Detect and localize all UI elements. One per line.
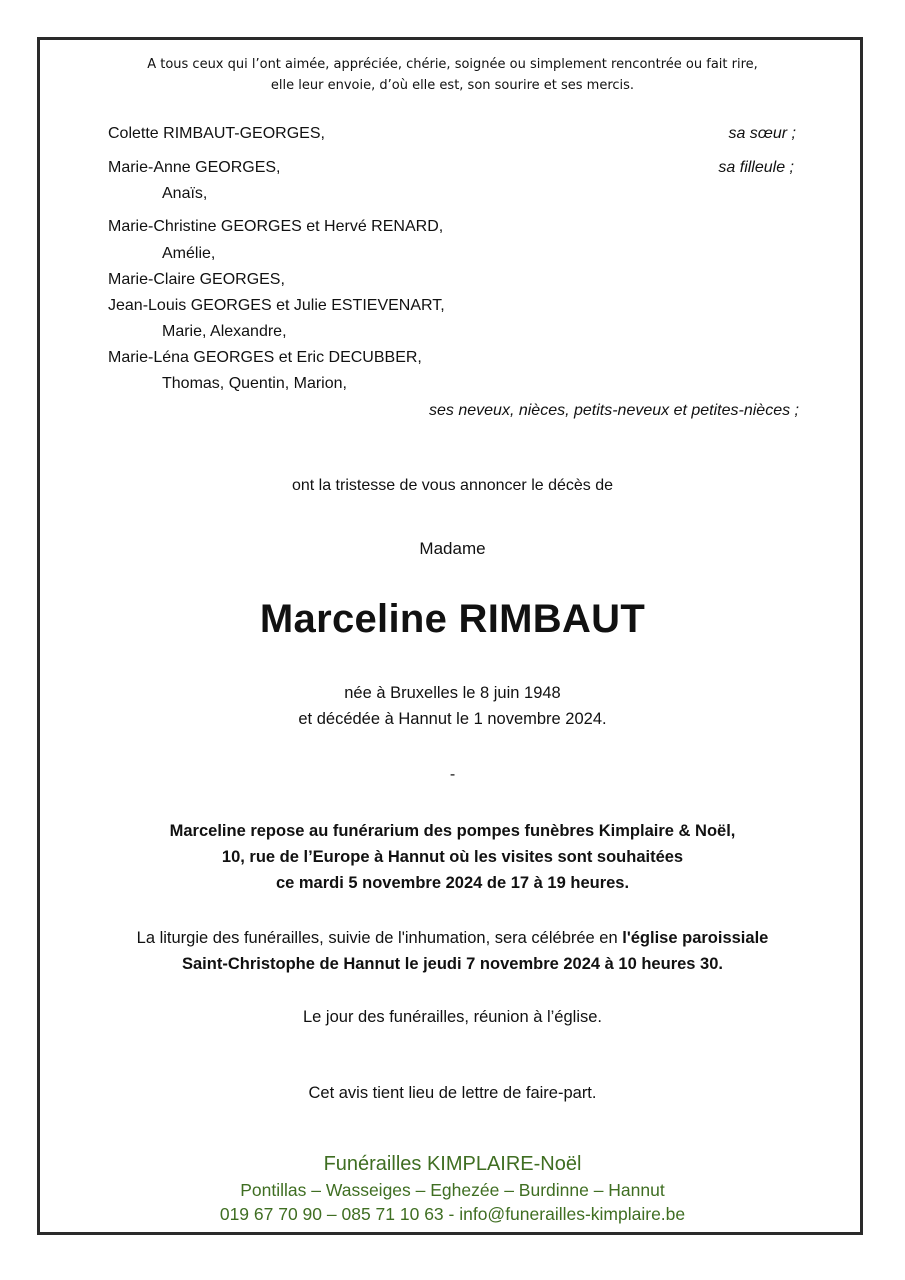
visitation-info bbox=[0, 818, 905, 896]
family-goddaughter: Marie-Anne GEORGES, bbox=[108, 159, 281, 176]
family-goddaughter-child: Anaïs, bbox=[162, 185, 208, 202]
family-sister-role: sa sœur ; bbox=[728, 125, 796, 142]
liturgy-info bbox=[0, 925, 905, 977]
liturgy-plain: La liturgie des funérailles, suivie de l'inhumation, sera célébrée en bbox=[136, 929, 623, 947]
honorific: Madame bbox=[419, 539, 486, 558]
announcement: ont la tristesse de vous annoncer le décès de bbox=[291, 477, 614, 494]
family-nephews-role: ses neveux, nièces, petits-neveux et petites-nièces ; bbox=[429, 402, 799, 419]
separator: - bbox=[449, 766, 456, 783]
intro-line: elle leur envoie, d’où elle est, son sourire et ses mercis. bbox=[270, 78, 635, 93]
deceased-name: Marceline RIMBAUT bbox=[259, 597, 646, 641]
family-row: Thomas, Quentin, Marion, bbox=[162, 375, 347, 392]
family-row: Amélie, bbox=[162, 245, 216, 262]
visitation-line: 10, rue de l’Europe à Hannut où les visites sont souhaitées bbox=[221, 848, 684, 866]
intro-text bbox=[0, 54, 905, 96]
family-goddaughter-role: sa filleule ; bbox=[718, 159, 794, 176]
meeting-info: Le jour des funérailles, réunion à l’église. bbox=[302, 1008, 602, 1026]
family-row: Jean-Louis GEORGES et Julie ESTIEVENART, bbox=[108, 297, 445, 314]
visitation-line: ce mardi 5 novembre 2024 de 17 à 19 heures. bbox=[275, 874, 630, 892]
notice-info: Cet avis tient lieu de lettre de faire-part. bbox=[308, 1084, 597, 1102]
birth-line: née à Bruxelles le 8 juin 1948 bbox=[344, 684, 561, 702]
family-sister: Colette RIMBAUT-GEORGES, bbox=[108, 125, 325, 142]
footer-locations: Pontillas – Wasseiges – Eghezée – Burdinne – Hannut bbox=[240, 1180, 665, 1200]
liturgy-church: l'église paroissiale bbox=[622, 929, 769, 947]
intro-line: A tous ceux qui l’ont aimée, appréciée, chérie, soignée ou simplement rencontrée ou fait rire, bbox=[147, 57, 758, 72]
family-row: Marie, Alexandre, bbox=[162, 323, 287, 340]
footer-contact: 019 67 70 90 – 085 71 10 63 - info@funerailles-kimplaire.be bbox=[219, 1204, 686, 1224]
family-row: Marie-Christine GEORGES et Hervé RENARD, bbox=[108, 218, 444, 235]
death-line: et décédée à Hannut le 1 novembre 2024. bbox=[298, 710, 607, 728]
liturgy-line: Saint-Christophe de Hannut le jeudi 7 novembre 2024 à 10 heures 30. bbox=[181, 955, 723, 973]
visitation-line: Marceline repose au funérarium des pompes funèbres Kimplaire & Noël, bbox=[169, 822, 736, 840]
family-row: Marie-Claire GEORGES, bbox=[108, 271, 285, 288]
footer-company: Funérailles KIMPLAIRE-Noël bbox=[323, 1153, 582, 1175]
life-dates bbox=[0, 680, 905, 732]
family-row: Marie-Léna GEORGES et Eric DECUBBER, bbox=[108, 349, 422, 366]
liturgy-line bbox=[0, 925, 905, 951]
